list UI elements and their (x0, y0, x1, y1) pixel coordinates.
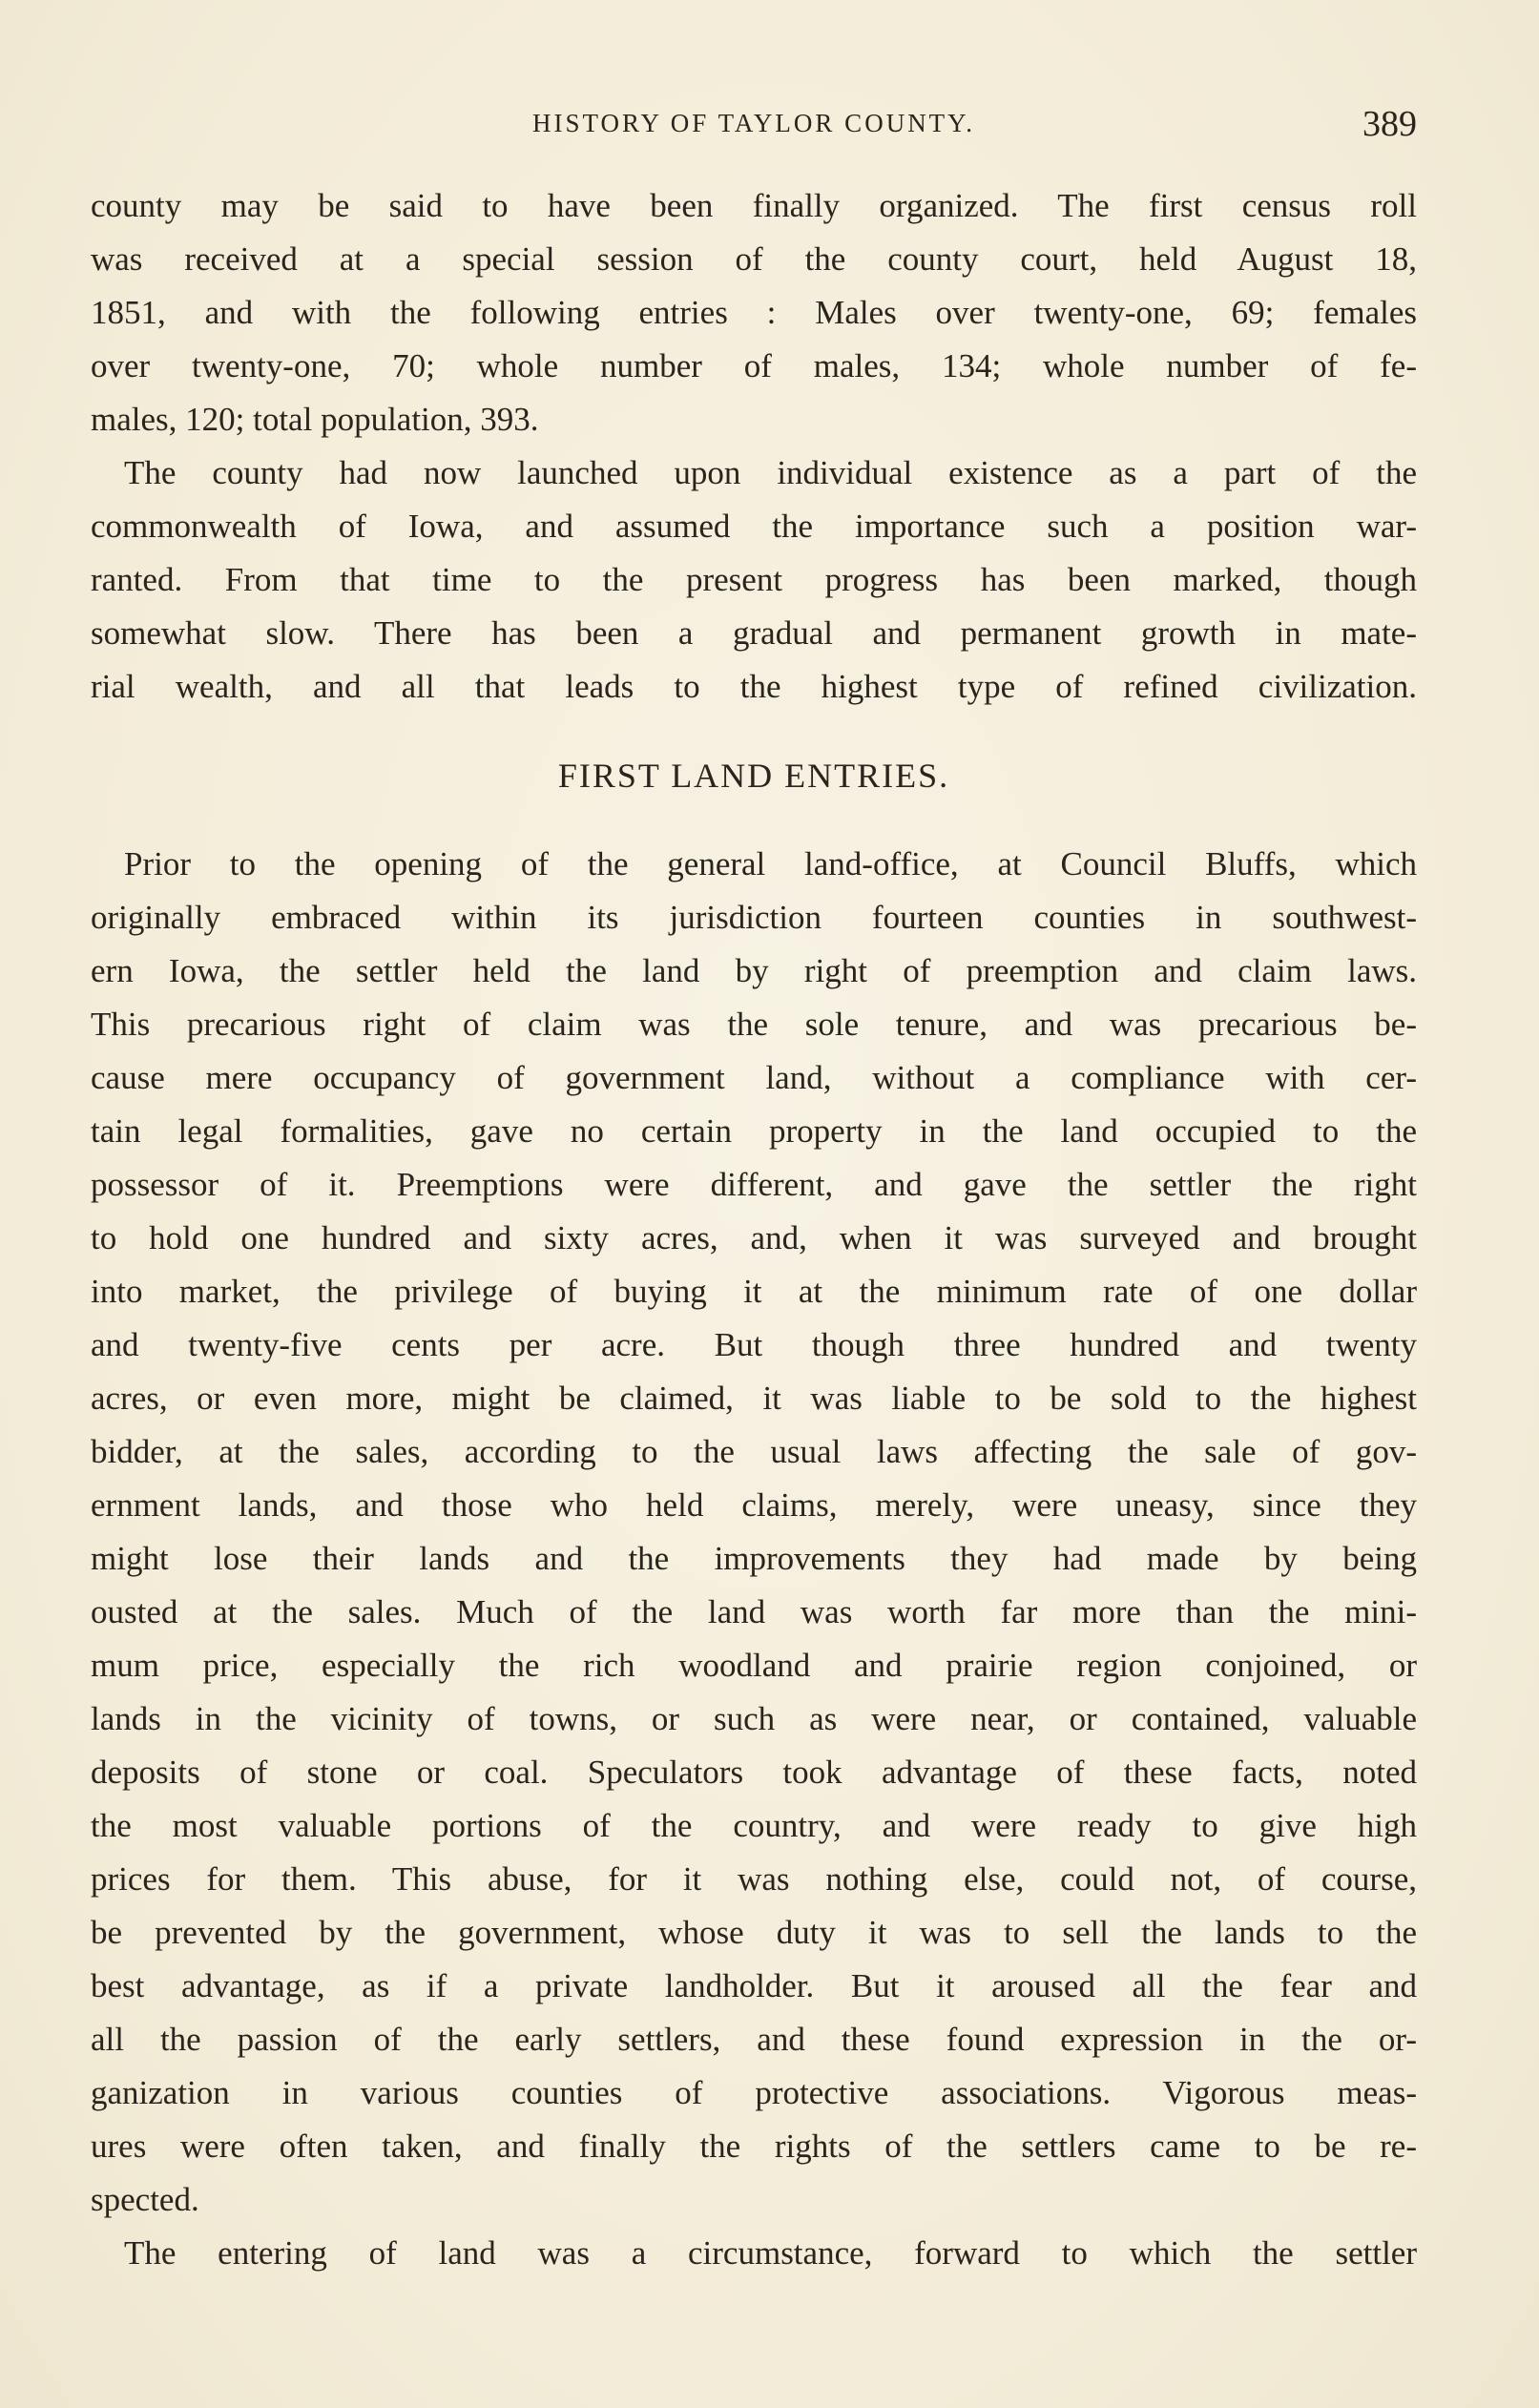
page-number: 389 (1362, 104, 1417, 144)
text-line: Prior to the opening of the general land-office, at Council Bluffs, which (124, 845, 1417, 882)
text-line: originally embraced within its jurisdiction fourteen counties in southwest- (91, 899, 1417, 936)
body-text (91, 179, 1417, 2280)
text-line: ranted. From that time to the present progress has been marked, though (91, 561, 1417, 598)
text-line: 1851, and with the following entries : Males over twenty-one, 69; females (91, 294, 1417, 331)
text-line: possessor of it. Preemptions were different, and gave the settler the right (91, 1166, 1417, 1203)
text-line: mum price, especially the rich woodland and prairie region conjoined, or (91, 1647, 1417, 1684)
text-line: into market, the privilege of buying it at the minimum rate of one dollar (91, 1273, 1417, 1310)
text-line: the most valuable portions of the country, and were ready to give high (91, 1807, 1417, 1844)
text-line: deposits of stone or coal. Speculators took advantage of these facts, noted (91, 1754, 1417, 1791)
text-line: best advantage, as if a private landholder. But it aroused all the fear and (91, 1967, 1417, 2004)
text-line: This precarious right of claim was the sole tenure, and was precarious be- (91, 1006, 1417, 1043)
text-line: and twenty-five cents per acre. But though three hundred and twenty (91, 1326, 1417, 1363)
paragraph (91, 446, 1417, 714)
text-line: all the passion of the early settlers, and these found expression in the or- (91, 2021, 1417, 2058)
text-line: acres, or even more, might be claimed, it was liable to be sold to the highest (91, 1380, 1417, 1417)
text-line: males, 120; total population, 393. (91, 401, 539, 438)
text-line: be prevented by the government, whose duty it was to sell the lands to the (91, 1914, 1417, 1951)
text-line: over twenty-one, 70; whole number of males, 134; whole number of fe- (91, 347, 1417, 384)
text-line: ern Iowa, the settler held the land by right of preemption and claim laws. (91, 952, 1417, 989)
paragraph (91, 838, 1417, 2227)
text-line: ernment lands, and those who held claims, merely, were uneasy, since they (91, 1486, 1417, 1524)
text-line: to hold one hundred and sixty acres, and, when it was surveyed and brought (91, 1219, 1417, 1256)
text-line: might lose their lands and the improvements they had made by being (91, 1540, 1417, 1577)
text-line: ousted at the sales. Much of the land was worth far more than the mini- (91, 1593, 1417, 1630)
paragraph (91, 2227, 1417, 2280)
text-line: ures were often taken, and finally the rights of the settlers came to be re- (91, 2128, 1417, 2165)
text-line: rial wealth, and all that leads to the highest type of refined civilization. (91, 668, 1417, 705)
text-line: cause mere occupancy of government land, without a compliance with cer- (91, 1059, 1417, 1096)
text-line: was received at a special session of the county court, held August 18, (91, 240, 1417, 278)
section-heading: FIRST LAND ENTRIES. (557, 757, 950, 795)
text-line: The entering of land was a circumstance, forward to which the settler (124, 2234, 1417, 2272)
text-line: county may be said to have been finally organized. The first census roll (91, 187, 1417, 224)
text-line: somewhat slow. There has been a gradual and permanent growth in mate- (91, 614, 1417, 652)
text-line: bidder, at the sales, according to the usual laws affecting the sale of gov- (91, 1433, 1417, 1470)
running-head (91, 103, 1417, 151)
text-line: prices for them. This abuse, for it was nothing else, could not, of course, (91, 1860, 1417, 1898)
text-line: tain legal formalities, gave no certain property in the land occupied to the (91, 1112, 1417, 1150)
text-line: The county had now launched upon individual existence as a part of the (124, 454, 1417, 491)
paragraph (91, 179, 1417, 446)
text-line: ganization in various counties of protective associations. Vigorous meas- (91, 2074, 1417, 2111)
text-line: spected. (91, 2181, 199, 2218)
text-line: lands in the vicinity of towns, or such as were near, or contained, valuable (91, 1700, 1417, 1737)
text-line: commonwealth of Iowa, and assumed the importance such a position war- (91, 508, 1417, 545)
running-title: HISTORY OF TAYLOR COUNTY. (532, 109, 975, 137)
